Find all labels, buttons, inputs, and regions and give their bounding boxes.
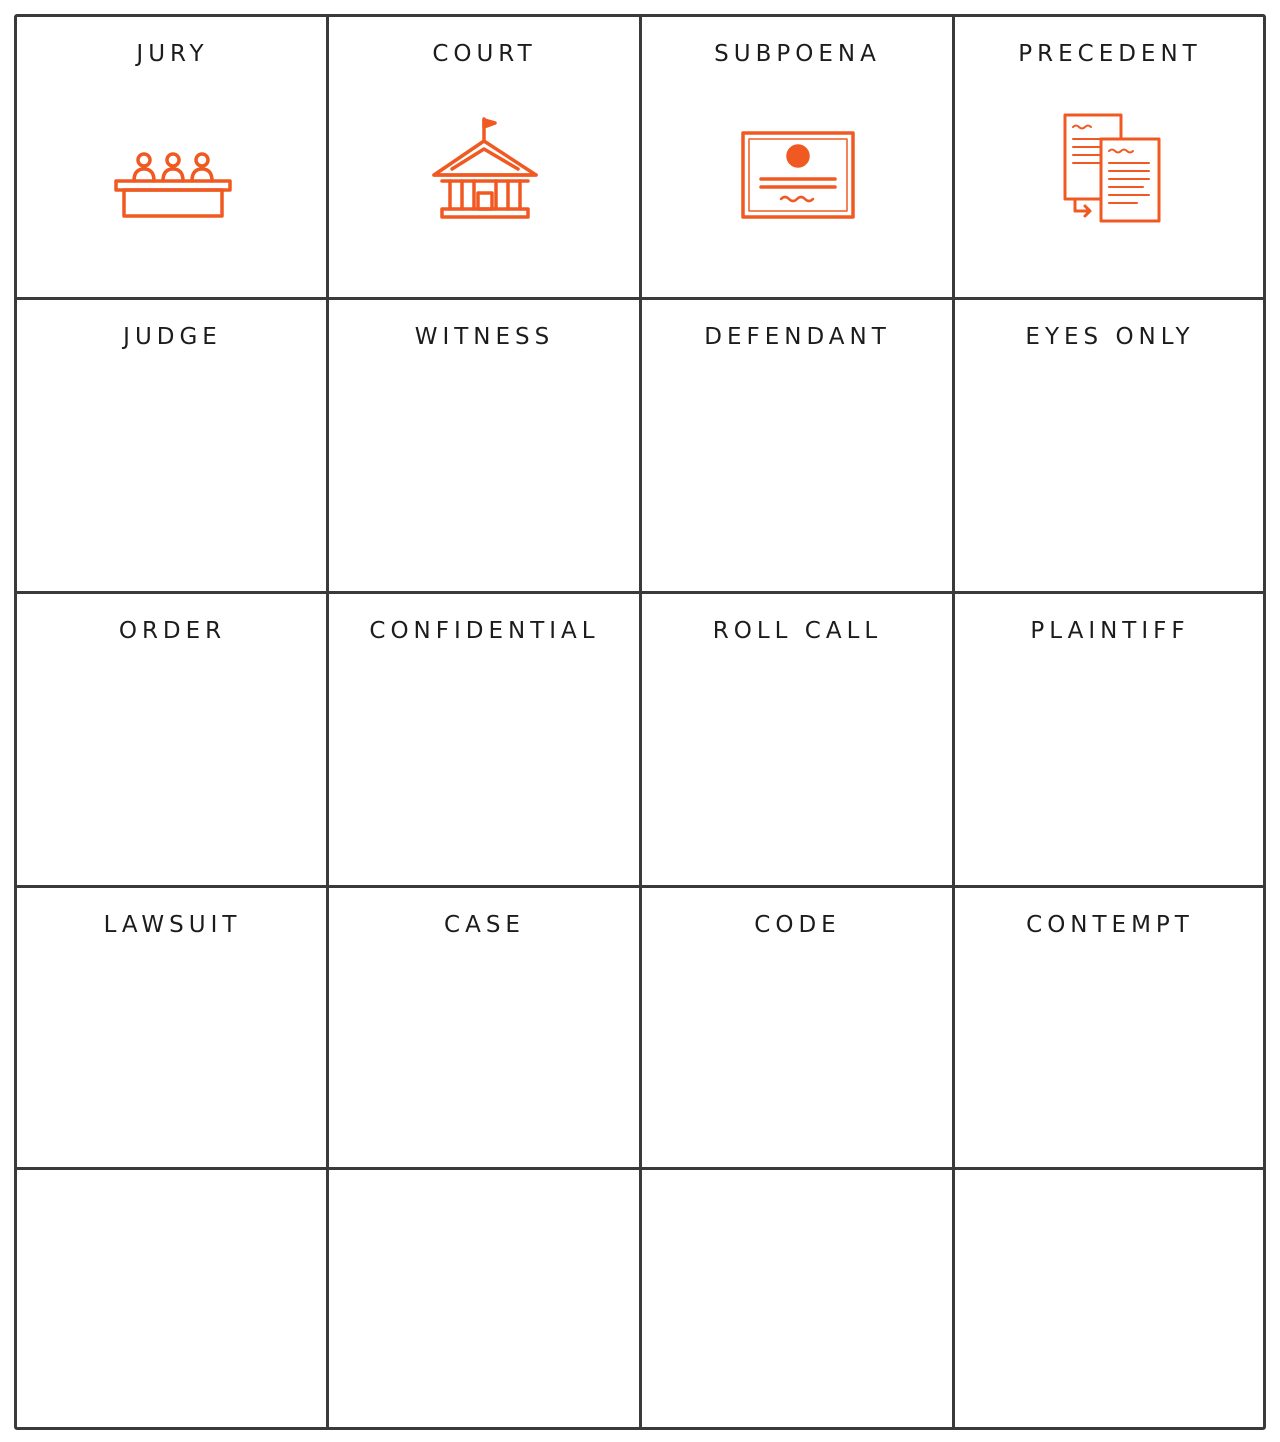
cell-judge [17,300,328,591]
cell-label: COURT [432,41,537,67]
cell-label: WITNESS [414,324,555,350]
cell-witness [328,300,641,591]
cell-eyes-only [954,300,1266,591]
cell-code [641,888,954,1167]
cell-precedent [954,17,1266,298]
cell-label: PRECEDENT [1018,41,1202,67]
cell-plaintiff [954,594,1266,885]
cell-label: JUDGE [123,324,222,350]
cell-order [17,594,328,885]
cell-label: PLAINTIFF [1030,618,1190,644]
sealed-document-icon [733,113,863,223]
cell-label: LAWSUIT [103,912,242,938]
cell-label: CASE [444,912,525,938]
documents-icon [1045,113,1175,223]
cell-empty [17,1170,328,1427]
cell-contempt [954,888,1266,1167]
cell-case [328,888,641,1167]
cell-label: SUBPOENA [714,41,881,67]
jury-bench-icon [108,113,238,223]
cell-defendant [641,300,954,591]
cell-court [328,17,641,298]
cell-label: CODE [754,912,841,938]
cell-confidential [328,594,641,885]
cell-label: DEFENDANT [704,324,891,350]
cell-roll-call [641,594,954,885]
cell-empty [641,1170,954,1427]
cell-label: ORDER [118,618,227,644]
cell-label: CONTEMPT [1026,912,1194,938]
cell-label: CONFIDENTIAL [369,618,600,644]
cell-empty [954,1170,1266,1427]
cell-subpoena [641,17,954,298]
courthouse-icon [420,113,550,223]
cell-lawsuit [17,888,328,1167]
cell-label: JURY [136,41,209,67]
cell-jury [17,17,328,298]
cell-label: ROLL CALL [712,618,883,644]
cell-empty [328,1170,641,1427]
word-grid [14,14,1266,1430]
cell-label: EYES ONLY [1025,324,1195,350]
